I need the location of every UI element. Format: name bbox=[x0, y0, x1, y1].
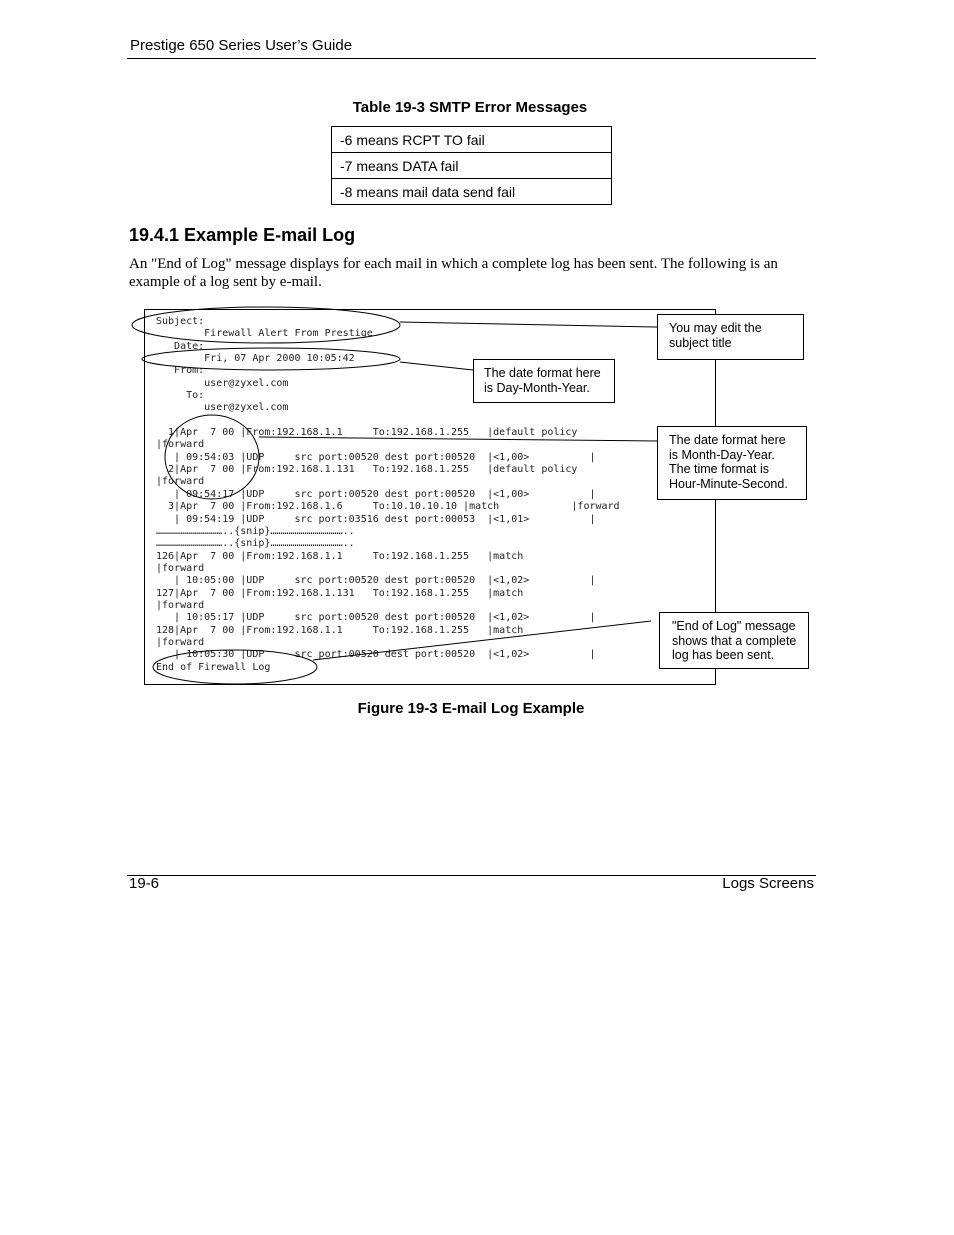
table-row bbox=[332, 127, 612, 153]
log-line: | 10:05:30 |UDP src port:00520 dest port:00520 |<1,02> | bbox=[156, 649, 596, 661]
intro-paragraph: An "End of Log" message displays for each mail in which a complete log has been sent. The following is an example of a log sent by e-mail. bbox=[129, 256, 778, 290]
table-row bbox=[332, 153, 612, 179]
log-line bbox=[156, 415, 620, 427]
callout-date-header: The date format here is Day-Month-Year. bbox=[473, 359, 615, 403]
log-line: Date: bbox=[156, 340, 205, 352]
log-line: user@zyxel.com bbox=[156, 377, 289, 389]
table-cell: -8 means mail data send fail bbox=[332, 179, 612, 205]
callout-end-of-log: "End of Log" message shows that a complete log has been sent. bbox=[659, 612, 809, 669]
page-number: 19-6 bbox=[129, 875, 160, 892]
log-line: 2|Apr 7 00 |From:192.168.1.131 To:192.168.1.255 |default policy bbox=[156, 464, 578, 476]
log-line: | 10:05:17 |UDP src port:00520 dest port:00520 |<1,02> | bbox=[156, 612, 596, 624]
log-line: | 09:54:17 |UDP src port:00520 dest port:00520 |<1,00> | bbox=[156, 488, 596, 500]
log-line: ……………………………..{snip}……………………………….. bbox=[156, 538, 355, 550]
log-line: 127|Apr 7 00 |From:192.168.1.131 To:192.168.1.255 |match bbox=[156, 587, 524, 599]
table-caption: Table 19-3 SMTP Error Messages bbox=[352, 99, 588, 116]
log-line: |forward bbox=[156, 439, 205, 451]
table-cell: -6 means RCPT TO fail bbox=[332, 127, 612, 153]
footer-rule bbox=[127, 875, 816, 876]
header-rule bbox=[127, 58, 816, 59]
chapter-name: Logs Screens bbox=[722, 875, 814, 892]
figure-caption: Figure 19-3 E-mail Log Example bbox=[357, 700, 585, 717]
log-line: 126|Apr 7 00 |From:192.168.1.1 To:192.168.1.255 |match bbox=[156, 550, 524, 562]
log-line: | 10:05:00 |UDP src port:00520 dest port:00520 |<1,02> | bbox=[156, 575, 596, 587]
section-title: 19.4.1 Example E-mail Log bbox=[129, 225, 356, 245]
log-line: Firewall Alert From Prestige bbox=[156, 328, 373, 340]
log-line: Fri, 07 Apr 2000 10:05:42 bbox=[156, 353, 355, 365]
log-line: 3|Apr 7 00 |From:192.168.1.6 To:10.10.10.10 |match |forward bbox=[156, 501, 620, 513]
log-line: End of Firewall Log bbox=[156, 661, 271, 673]
log-line: | 09:54:03 |UDP src port:00520 dest port:00520 |<1,00> | bbox=[156, 451, 596, 463]
callout-subject: You may edit the subject title bbox=[657, 314, 804, 360]
log-line: 128|Apr 7 00 |From:192.168.1.1 To:192.168.1.255 |match bbox=[156, 624, 524, 636]
table-row bbox=[332, 179, 612, 205]
log-line: |forward bbox=[156, 562, 205, 574]
log-line: From: bbox=[156, 365, 205, 377]
log-line: | 09:54:19 |UDP src port:03516 dest port:00053 |<1,01> | bbox=[156, 513, 596, 525]
log-line: To: bbox=[156, 390, 205, 402]
log-line: 1|Apr 7 00 |From:192.168.1.1 To:192.168.1.255 |default policy bbox=[156, 427, 578, 439]
running-header: Prestige 650 Series User’s Guide bbox=[130, 37, 353, 54]
smtp-error-table bbox=[331, 126, 612, 205]
log-line: |forward bbox=[156, 476, 205, 488]
table-cell: -7 means DATA fail bbox=[332, 153, 612, 179]
log-line: |forward bbox=[156, 636, 205, 648]
log-line: |forward bbox=[156, 599, 205, 611]
log-line: Subject: bbox=[156, 316, 205, 327]
callout-date-entries: The date format here is Month-Day-Year. The time format is Hour-Minute-Second. bbox=[657, 426, 807, 500]
log-line: ……………………………..{snip}……………………………….. bbox=[156, 525, 355, 537]
log-line: user@zyxel.com bbox=[156, 402, 289, 414]
